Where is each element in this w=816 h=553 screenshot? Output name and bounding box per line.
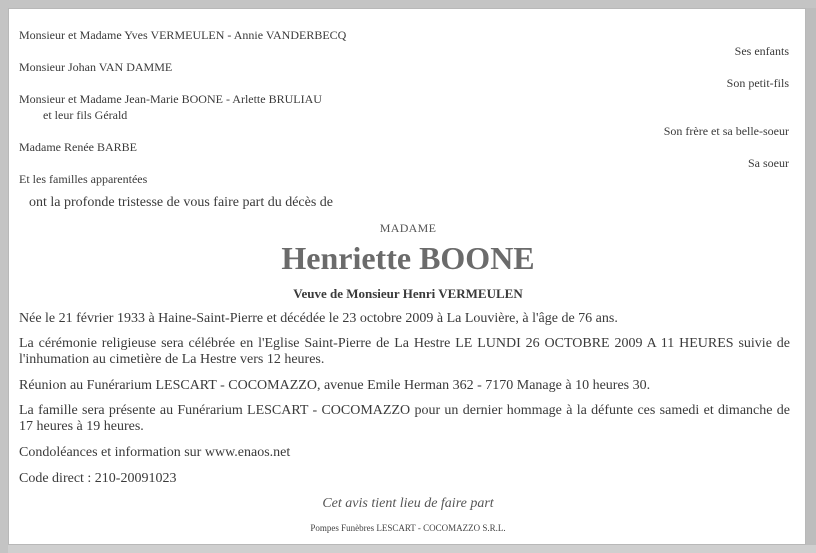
deceased-name: Henriette BOONE xyxy=(281,240,535,276)
widow-of-text: Veuve de Monsieur Henri VERMEULEN xyxy=(293,286,523,301)
announcement-text: ont la profonde tristesse de vous faire part du décès de xyxy=(29,195,334,210)
family-line-5: Et les familles apparentées xyxy=(19,172,148,186)
relation-grandson: Son petit-fils xyxy=(726,76,789,90)
death-notice-card xyxy=(8,8,806,545)
card-shadow-right xyxy=(806,8,816,553)
code-direct-text: Code direct : 210-20091023 xyxy=(19,471,177,486)
family-presence-text: La famille sera présente au Funérarium LESCART - COCOMAZZO pour un dernier hommage à la défunte ces samedi et dimanche de 17 heures à 19 heures. xyxy=(19,403,790,434)
family-line-1: Monsieur et Madame Yves VERMEULEN - Annie VANDERBECQ xyxy=(19,28,347,42)
family-line-3-son: et leur fils Gérald xyxy=(43,108,128,122)
family-line-4: Madame Renée BARBE xyxy=(19,140,137,154)
notice-text: Cet avis tient lieu de faire part xyxy=(322,496,494,511)
relation-sister: Sa soeur xyxy=(748,156,789,170)
reunion-text: Réunion au Funérarium LESCART - COCOMAZZO, avenue Emile Herman 362 - 7170 Manage à 10 heures 30. xyxy=(19,378,651,393)
birth-death-text: Née le 21 février 1933 à Haine-Saint-Pierre et décédée le 23 octobre 2009 à La Louvière, à l'âge de 76 ans. xyxy=(19,311,618,326)
frame-top-border xyxy=(0,0,816,8)
footer-text: Pompes Funèbres LESCART - COCOMAZZO S.R.L. xyxy=(310,523,506,533)
relation-children: Ses enfants xyxy=(734,44,789,58)
card-shadow-bottom xyxy=(8,545,816,553)
family-line-3: Monsieur et Madame Jean-Marie BOONE - Arlette BRULIAU xyxy=(19,92,322,106)
deceased-title: MADAME xyxy=(379,221,437,235)
frame-left-border xyxy=(0,8,8,553)
relation-brother: Son frère et sa belle-soeur xyxy=(663,124,789,138)
condolences-text: Condoléances et information sur www.enaos.net xyxy=(19,445,291,460)
family-line-2: Monsieur Johan VAN DAMME xyxy=(19,60,173,74)
ceremony-text: La cérémonie religieuse sera célébrée en l'Eglise Saint-Pierre de La Hestre LE LUNDI 26 OCTOBRE 2009 A 11 HEURES suivie de l'inhumation au cimetière de La Hestre vers 12 heures. xyxy=(19,336,790,367)
